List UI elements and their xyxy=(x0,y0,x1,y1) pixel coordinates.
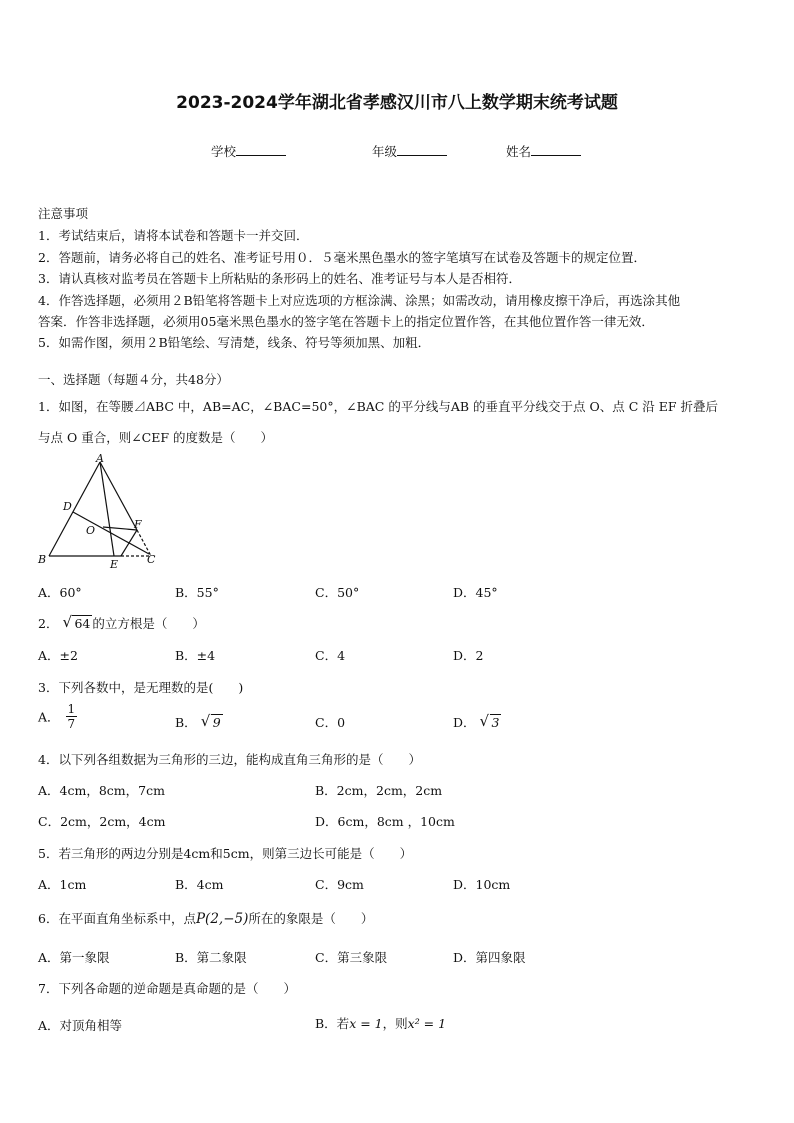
q3-option-a-label: A． xyxy=(38,709,60,725)
q5-option-b: B．4cm xyxy=(175,877,224,892)
q3-frac-num: 1 xyxy=(67,702,76,716)
q3-option-d-label: D． xyxy=(453,715,476,730)
grade-label: 年级 xyxy=(372,144,398,159)
q3-option-b xyxy=(175,713,223,731)
section-heading: 一、选择题（每题４分，共48分） xyxy=(38,372,229,387)
q1-option-c: C．50° xyxy=(315,585,360,600)
q3-option-b-label: B． xyxy=(175,715,197,730)
label-e: E xyxy=(110,558,119,571)
school-blank xyxy=(236,143,286,156)
q5-option-c: C．9cm xyxy=(315,877,364,892)
q6-option-c: C．第三象限 xyxy=(315,950,388,965)
q1-option-d: D．45° xyxy=(453,585,498,600)
q3-option-c: C．0 xyxy=(315,715,346,730)
q7-eq1: x = 1 xyxy=(349,1016,383,1031)
name-field xyxy=(506,142,581,160)
q1-option-a: A．60° xyxy=(38,585,82,600)
q2-radicand: 64 xyxy=(74,616,91,631)
q2-prefix: 2． xyxy=(38,616,59,631)
grade-blank xyxy=(397,143,447,156)
q7-option-b-mid: ，则 xyxy=(382,1016,408,1031)
q2-option-a: A．±2 xyxy=(38,648,78,663)
label-b: B xyxy=(38,553,47,566)
q3-stem: 3．下列各数中，是无理数的是( ) xyxy=(38,680,244,695)
note-item: 答案．作答非选择题，必须用05毫米黑色墨水的签字笔在答题卡上的指定位置作答，在其他位置作答一律无效． xyxy=(38,314,654,329)
q2-option-d: D．2 xyxy=(453,648,484,663)
segment-ef xyxy=(121,530,137,556)
note-item: 2．答题前，请务必将自己的姓名、准考证号用０．５毫米黑色墨水的签字笔填写在试卷及答题卡的规定位置． xyxy=(38,250,646,265)
sqrt-3: √ 3 xyxy=(479,712,500,730)
label-a: A xyxy=(96,452,104,465)
label-d: D xyxy=(63,500,72,513)
label-o: O xyxy=(86,524,96,537)
school-label: 学校 xyxy=(211,144,237,159)
q3-rad-3: 3 xyxy=(491,715,500,730)
q4-option-d: D．6cm，8cm ，10cm xyxy=(315,814,455,829)
q3-option-a xyxy=(38,702,77,731)
page-title: 2023-2024学年湖北省孝感汉川市八上数学期末统考试题 xyxy=(176,93,618,113)
q7-option-b-prefix: B．若 xyxy=(315,1016,350,1031)
fraction-one-seventh xyxy=(66,702,78,731)
q1-stem-line1: 1．如图，在等腰⊿ABC 中，AB=AC，∠BAC=50°，∠BAC 的平分线与AB 的垂直平分线交于点 O、点 C 沿 EF 折叠后 xyxy=(38,399,718,414)
q3-frac-den: 7 xyxy=(67,717,76,731)
q6-stem xyxy=(38,909,373,927)
name-label: 姓名 xyxy=(506,144,532,159)
label-f: F xyxy=(134,518,142,531)
notes-heading: 注意事项 xyxy=(38,206,89,221)
grade-field xyxy=(372,142,447,160)
q7-option-b xyxy=(315,1014,446,1032)
q2-suffix: 的立方根是（ ） xyxy=(92,616,205,631)
triangle-figure xyxy=(35,452,165,572)
q3-option-d xyxy=(453,713,501,731)
school-field xyxy=(211,142,286,160)
q6-point: P(2,−5) xyxy=(195,911,249,927)
note-item: 4．作答选择题，必须用２B铅笔将答题卡上对应选项的方框涂满、涂黑；如需改动，请用橡皮擦干净后，再选涂其他 xyxy=(38,293,681,308)
q6-option-b: B．第二象限 xyxy=(175,950,247,965)
sqrt-64: √ 64 xyxy=(62,613,91,631)
q7-option-a: A．对顶角相等 xyxy=(38,1018,123,1033)
label-c: C xyxy=(147,553,156,566)
q1-option-b: B．55° xyxy=(175,585,219,600)
q6-suffix: 所在的象限是（ ） xyxy=(248,911,374,926)
segment-of xyxy=(103,527,137,530)
q2-option-b: B．±4 xyxy=(175,648,216,663)
q5-option-d: D．10cm xyxy=(453,877,511,892)
q6-option-a: A．第一象限 xyxy=(38,950,110,965)
q4-option-c: C．2cm，2cm，4cm xyxy=(38,814,166,829)
q4-stem: 4．以下列各组数据为三角形的三边，能构成直角三角形的是（ ） xyxy=(38,752,421,767)
q2-stem xyxy=(38,614,205,632)
q3-rad-9: 9 xyxy=(212,715,221,730)
q4-option-b: B．2cm，2cm，2cm xyxy=(315,783,443,798)
q5-option-a: A．1cm xyxy=(38,877,87,892)
q7-eq2: x² = 1 xyxy=(407,1016,447,1031)
q2-option-c: C．4 xyxy=(315,648,346,663)
q6-prefix: 6．在平面直角坐标系中，点 xyxy=(38,911,196,926)
sqrt-9: √ 9 xyxy=(200,712,221,730)
note-item: 5．如需作图，须用２B铅笔绘、写清楚，线条、符号等须加黑、加粗． xyxy=(38,335,431,350)
side-ab xyxy=(49,462,100,556)
note-item: 3．请认真核对监考员在答题卡上所粘贴的条形码上的姓名、准考证号与本人是否相符． xyxy=(38,271,521,286)
q7-stem: 7．下列各命题的逆命题是真命题的是（ ） xyxy=(38,981,296,996)
q1-stem-line2: 与点 O 重合，则∠CEF 的度数是（ ） xyxy=(38,430,274,445)
q6-option-d: D．第四象限 xyxy=(453,950,526,965)
note-item: 1．考试结束后，请将本试卷和答题卡一并交回． xyxy=(38,228,309,243)
name-blank xyxy=(531,143,581,156)
q4-option-a: A．4cm，8cm，7cm xyxy=(38,783,165,798)
q5-stem: 5．若三角形的两边分别是4cm和5cm，则第三边长可能是（ ） xyxy=(38,846,413,861)
